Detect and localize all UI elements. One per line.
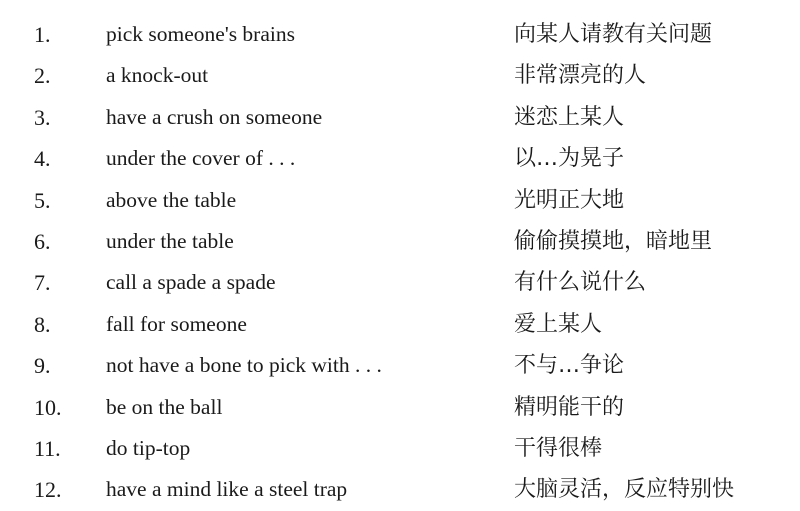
english-phrase: fall for someone [106, 311, 247, 336]
chinese-meaning: 光明正大地 [514, 187, 625, 213]
list-item [0, 138, 800, 179]
item-number: 1. [34, 22, 51, 47]
list-item [0, 304, 800, 345]
chinese-meaning: 有什么说什么 [514, 270, 647, 296]
english-phrase: a knock-out [106, 63, 209, 88]
list-item [0, 14, 800, 55]
english-phrase: pick someone's brains [106, 22, 295, 46]
chinese-meaning: 精明能干的 [514, 394, 625, 420]
item-number: 11. [34, 435, 61, 461]
chinese-meaning: 不与…争论 [514, 353, 625, 379]
chinese-meaning: 以…为晃子 [514, 146, 625, 172]
list-item [0, 55, 800, 96]
list-item [0, 97, 800, 138]
item-number: 9. [34, 353, 51, 379]
english-phrase: under the cover of . . . [106, 146, 296, 171]
item-number: 2. [34, 63, 51, 89]
item-number: 3. [34, 104, 51, 130]
list-item [0, 469, 800, 510]
english-phrase: call a spade a spade [106, 270, 276, 295]
english-phrase: be on the ball [106, 394, 223, 419]
chinese-meaning: 大脑灵活，反应特别快 [514, 477, 735, 503]
chinese-meaning: 干得很棒 [514, 435, 603, 461]
list-item [0, 262, 800, 303]
english-phrase: have a mind like a steel trap [106, 477, 348, 502]
english-phrase: do tip-top [106, 435, 191, 460]
list-item [0, 180, 800, 221]
chinese-meaning: 迷恋上某人 [514, 104, 625, 130]
chinese-meaning: 爱上某人 [514, 311, 603, 337]
item-number: 8. [34, 311, 51, 337]
chinese-meaning: 非常漂亮的人 [514, 63, 647, 89]
item-number: 4. [34, 146, 51, 172]
list-item [0, 428, 800, 469]
item-number: 6. [34, 228, 51, 254]
item-number: 12. [34, 477, 62, 503]
english-phrase: under the table [106, 228, 234, 253]
list-item [0, 387, 800, 428]
item-number: 5. [34, 187, 51, 213]
item-number: 7. [34, 270, 51, 296]
english-phrase: have a crush on someone [106, 104, 323, 129]
list-item [0, 221, 800, 262]
chinese-meaning: 向某人请教有关问题 [514, 22, 713, 47]
list-item [0, 345, 800, 386]
idiom-list [0, 14, 800, 511]
item-number: 10. [34, 394, 62, 420]
chinese-meaning: 偷偷摸摸地，暗地里 [514, 228, 713, 254]
english-phrase: not have a bone to pick with . . . [106, 353, 382, 378]
english-phrase: above the table [106, 187, 237, 212]
